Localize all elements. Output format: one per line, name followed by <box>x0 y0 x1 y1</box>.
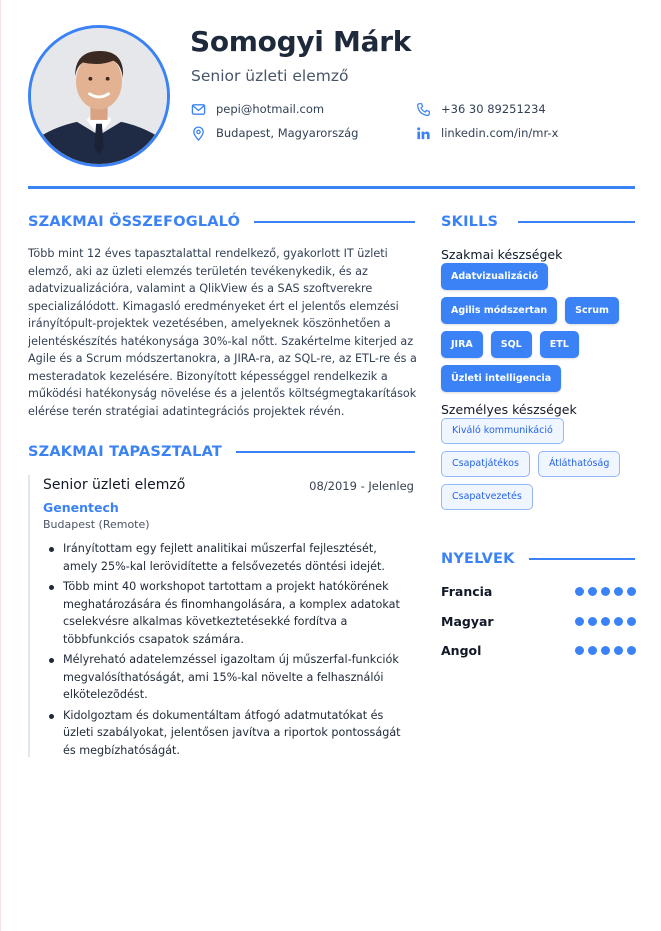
skill-chip: Agilis módszertan <box>441 297 557 324</box>
candidate-name: Somogyi Márk <box>190 25 412 58</box>
professional-skills-label: Szakmai készségek <box>441 247 563 262</box>
skill-chip: SQL <box>491 331 532 358</box>
job-title: Senior üzleti elemző <box>43 477 186 493</box>
level-dot <box>627 646 636 655</box>
summary-heading-line <box>254 221 415 223</box>
skill-chip: Csapatjátékos <box>441 451 530 477</box>
skill-chip: Átláthatóság <box>538 451 620 477</box>
phone-icon <box>415 101 431 117</box>
language-row <box>441 584 636 599</box>
level-dot <box>614 646 623 655</box>
skill-chip: Kiváló kommunikáció <box>441 418 564 444</box>
job-bullet-list <box>49 540 414 762</box>
mail-icon <box>190 101 206 117</box>
job-dates: 08/2019 - Jelenleg <box>309 479 414 493</box>
languages-heading-line <box>529 558 635 560</box>
profile-photo <box>28 25 170 167</box>
job-company: Genentech <box>43 500 119 515</box>
level-dot <box>627 587 636 596</box>
experience-heading <box>28 444 415 460</box>
summary-heading-text: SZAKMAI ÖSSZEFOGLALÓ <box>28 214 241 230</box>
linkedin-icon <box>415 125 431 141</box>
job-bullet: Kidolgoztam és dokumentáltam átfogó adatmutatókat és üzleti szabályokat, jelentősen javítva a riportok pontosságát és megbízhatóságát. <box>49 707 414 760</box>
level-dot <box>601 617 610 626</box>
level-dot <box>588 617 597 626</box>
experience-heading-text: SZAKMAI TAPASZTALAT <box>28 444 222 460</box>
language-level <box>571 617 636 626</box>
skills-heading <box>441 214 635 230</box>
phone-text: +36 30 89251234 <box>441 102 546 116</box>
skill-chip: Üzleti intelligencia <box>441 365 561 392</box>
skill-chip: JIRA <box>441 331 483 358</box>
level-dot <box>601 646 610 655</box>
level-dot <box>601 587 610 596</box>
level-dot <box>588 646 597 655</box>
skill-chip: Csapatvezetés <box>441 484 533 510</box>
language-row <box>441 643 636 658</box>
level-dot <box>575 646 584 655</box>
location-text: Budapest, Magyarország <box>216 126 359 140</box>
skills-heading-line <box>518 221 635 223</box>
skill-chip: ETL <box>540 331 579 358</box>
language-name: Angol <box>441 643 482 658</box>
language-level <box>571 646 636 655</box>
languages-heading <box>441 551 635 567</box>
location-pin-icon <box>190 125 206 141</box>
contact-location <box>190 125 358 141</box>
language-level <box>571 587 636 596</box>
personal-skills-label: Személyes készségek <box>441 402 577 417</box>
summary-heading <box>28 214 415 230</box>
personal-skills-list <box>441 418 641 517</box>
skills-heading-text: SKILLS <box>441 214 499 230</box>
job-bullet: Irányítottam egy fejlett analitikai műszerfal fejlesztését, amely 25%-kal lerövidítette a felsővezetés döntési idejét. <box>49 540 414 575</box>
email-text: pepi@hotmail.com <box>216 102 325 116</box>
skill-chip: Adatvizualizáció <box>441 263 548 290</box>
experience-heading-line <box>236 451 415 453</box>
header-divider <box>28 186 635 189</box>
candidate-title: Senior üzleti elemző <box>191 67 349 85</box>
contact-email[interactable] <box>190 101 324 117</box>
level-dot <box>588 587 597 596</box>
language-name: Magyar <box>441 614 494 629</box>
job-bullet: Mélyreható adatelemzéssel igazoltam új műszerfal-funkciók megvalósíthatóságát, ami 15%-kal növelte a felhasználói elkötelezõdést. <box>49 651 414 704</box>
contact-linkedin[interactable] <box>415 125 558 141</box>
level-dot <box>614 617 623 626</box>
level-dot <box>614 587 623 596</box>
language-name: Francia <box>441 584 493 599</box>
job-location: Budapest (Remote) <box>43 518 150 531</box>
level-dot <box>575 617 584 626</box>
linkedin-text: linkedin.com/in/mr-x <box>441 126 559 140</box>
level-dot <box>627 617 636 626</box>
professional-skills-list <box>441 263 641 399</box>
level-dot <box>575 587 584 596</box>
summary-text: Több mint 12 éves tapasztalattal rendelkező, gyakorlott IT üzleti elemző, aki az üzleti elemzés területén tevékenykedik, és az adatvizualizációra, valamint a QlikView és a SAS szoftverekre specializálódott. Kimagasló eredményeket ért el jelentős elemzési irányítópult-projektek vezetésében, amelyeknek köszönhetően a jelentéskészítés hatékonysága 30%-kal nőtt. Szakértelme kiterjed az Agile és a Scrum módszertanokra, a JIRA-ra, az SQL-re, az ETL-re és a mesteradatok kezelésére. Bizonyított képességgel rendelkezik a működési hatékonyság növelése és a jelentős költségmegtakarítások elérése terén stratégiai adatintegrációs projektek révén. <box>28 247 417 418</box>
job-bullet: Több mint 40 workshopot tartottam a projekt hatókörének meghatározására és finomhangolására, a komplex adatokat cselekvésre alkalmas következtetésekké fordítva a többfunkciós csapatok számára. <box>49 578 414 648</box>
experience-timeline-bar <box>28 475 30 757</box>
skill-chip: Scrum <box>565 297 619 324</box>
languages-heading-text: NYELVEK <box>441 551 515 567</box>
contact-phone[interactable] <box>415 101 546 117</box>
language-row <box>441 614 636 629</box>
